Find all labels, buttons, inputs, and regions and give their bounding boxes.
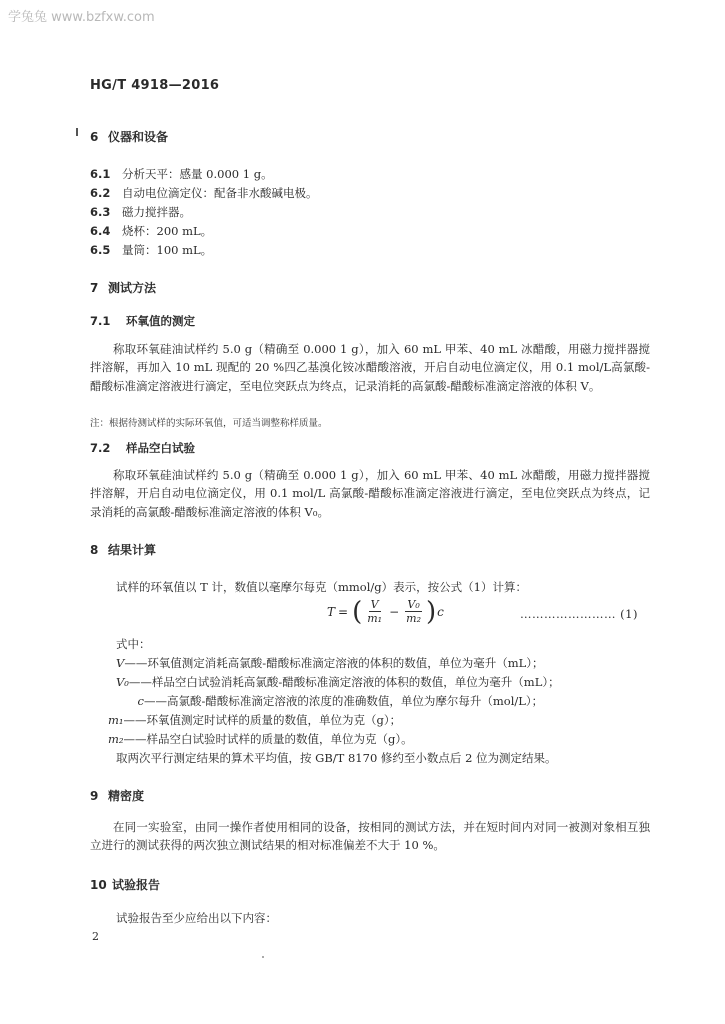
definition-text: ——高氯酸-醋酸标准滴定溶液的浓度的准确数值，单位为摩尔每升（mol/L）； <box>144 694 544 708</box>
symbol: V <box>116 656 125 670</box>
item-6-3 <box>90 204 191 220</box>
item-number: 6.3 <box>90 205 111 219</box>
section-8-heading <box>90 541 156 558</box>
section-number: 9 <box>90 789 99 803</box>
item-number: 6.1 <box>90 167 111 181</box>
calc-intro: 试样的环氧值以 T 计，数值以毫摩尔每克（mmol/g）表示，按公式（1）计算： <box>116 580 527 594</box>
section-7-heading <box>90 279 156 296</box>
item-6-2 <box>90 185 318 201</box>
subsection-title: 环氧值的测定 <box>126 314 195 328</box>
subsection-title: 样品空白试验 <box>126 441 195 455</box>
definition-m2 <box>108 731 413 747</box>
definition-text: ——环氧值测定时试样的质量的数值，单位为克（g）； <box>123 713 402 727</box>
formula-minus: − <box>389 604 400 619</box>
left-paren: ( <box>352 596 363 627</box>
symbol: c <box>137 694 144 708</box>
item-text: 分析天平：感量 0.000 1 g。 <box>122 167 273 181</box>
result-rounding-text: 取两次平行测定结果的算术平均值，按 GB/T 8170 修约至小数点后 2 位为测定结果。 <box>116 751 557 765</box>
right-paren: ) <box>425 596 437 627</box>
item-text: 烧杯：200 mL。 <box>122 224 213 238</box>
subsection-number: 7.2 <box>90 441 111 455</box>
item-number: 6.4 <box>90 224 111 238</box>
watermark: 学兔兔 www.bzfxw.com <box>8 10 155 25</box>
margin-mark <box>76 128 78 136</box>
section-title: 试验报告 <box>112 878 161 892</box>
section-number: 6 <box>90 130 99 144</box>
note: 注：根据待测试样的实际环氧值，可适当调整称样质量。 <box>90 418 328 429</box>
symbol: m₂ <box>108 732 124 746</box>
definition-text: ——样品空白试验消耗高氯酸-醋酸标准滴定溶液的体积的数值，单位为毫升（mL）； <box>128 675 560 689</box>
definition-v0 <box>116 674 560 690</box>
section-10-heading <box>90 876 160 893</box>
subsection-7-1-heading <box>90 313 195 329</box>
item-number: 6.2 <box>90 186 111 200</box>
equation-number: …………………… (1) <box>520 607 638 621</box>
fraction-2 <box>404 598 423 625</box>
subsection-number: 7.1 <box>90 314 111 328</box>
section-number: 7 <box>90 281 99 295</box>
denominator-1: m₁ <box>367 612 383 625</box>
item-text: 量筒：100 mL。 <box>122 243 213 257</box>
formula-equals: = <box>338 604 349 619</box>
section-title: 结果计算 <box>108 543 157 557</box>
section-title: 仪器和设备 <box>108 130 169 144</box>
symbol: m₁ <box>108 713 124 727</box>
section-9-heading <box>90 787 144 804</box>
denominator-2: m₂ <box>406 612 421 625</box>
precision-paragraph: 在同一实验室，由同一操作者使用相同的设备，按相同的测试方法，并在短时间内对同一被测对象相互独立进行的测试获得的两次独立测试结果的相对标准偏差不大于 10 %。 <box>90 820 650 853</box>
fraction-1 <box>365 598 384 625</box>
item-text: 磁力搅拌器。 <box>122 205 191 219</box>
where-label: 式中： <box>116 637 151 651</box>
symbol: V₀ <box>116 675 129 689</box>
section-6-heading <box>90 128 168 145</box>
item-number: 6.5 <box>90 243 111 257</box>
section-number: 8 <box>90 543 99 557</box>
formula-1 <box>327 598 444 625</box>
item-6-4 <box>90 223 212 239</box>
subsection-7-2-heading <box>90 440 195 456</box>
definition-m1 <box>108 712 401 728</box>
section-title: 精密度 <box>108 789 145 803</box>
numerator-1: V <box>370 598 379 611</box>
item-text: 自动电位滴定仪：配备非水酸碱电极。 <box>122 186 318 200</box>
formula-factor: c <box>437 604 444 619</box>
report-intro: 试验报告至少应给出以下内容： <box>116 911 277 925</box>
page-number: 2 <box>92 930 99 943</box>
formula-lhs: T <box>327 604 336 619</box>
definition-text: ——环氧值测定消耗高氯酸-醋酸标准滴定溶液的体积的数值，单位为毫升（mL）； <box>124 656 544 670</box>
method-7-1-paragraph: 称取环氧硅油试样约 5.0 g（精确至 0.000 1 g），加入 60 mL 甲苯、40 mL 冰醋酸，用磁力搅拌器搅拌溶解，再加入 10 mL 现配的 20 %四乙基溴化铵冰醋酸溶液，开启自动电位滴定仪，用 0.1 mol/L高氯酸-醋酸标准滴定溶液进行滴定，至电位突跃点为终点，记录消耗的高氯酸-醋酸标准滴定溶液的体积 V。 <box>90 342 650 393</box>
numerator-2: V₀ <box>407 598 420 611</box>
section-number: 10 <box>90 878 107 892</box>
definition-text: ——样品空白试验时试样的质量的数值，单位为克（g）。 <box>123 732 413 746</box>
standard-number: HG/T 4918—2016 <box>90 78 220 93</box>
definition-c <box>116 693 543 709</box>
section-title: 测试方法 <box>108 281 157 295</box>
item-6-1 <box>90 166 273 182</box>
item-6-5 <box>90 242 212 258</box>
method-7-2-paragraph: 称取环氧硅油试样约 5.0 g（精确至 0.000 1 g），加入 60 mL 甲苯、40 mL 冰醋酸，用磁力搅拌器搅拌溶解，开启自动电位滴定仪，用 0.1 mol/L 高氯酸-醋酸标准滴定溶液进行滴定，至电位突跃点为终点，记录消耗的高氯酸-醋酸标准滴定溶液的体积 V₀。 <box>90 468 650 519</box>
definition-v <box>116 655 544 671</box>
scan-speck <box>262 956 264 958</box>
